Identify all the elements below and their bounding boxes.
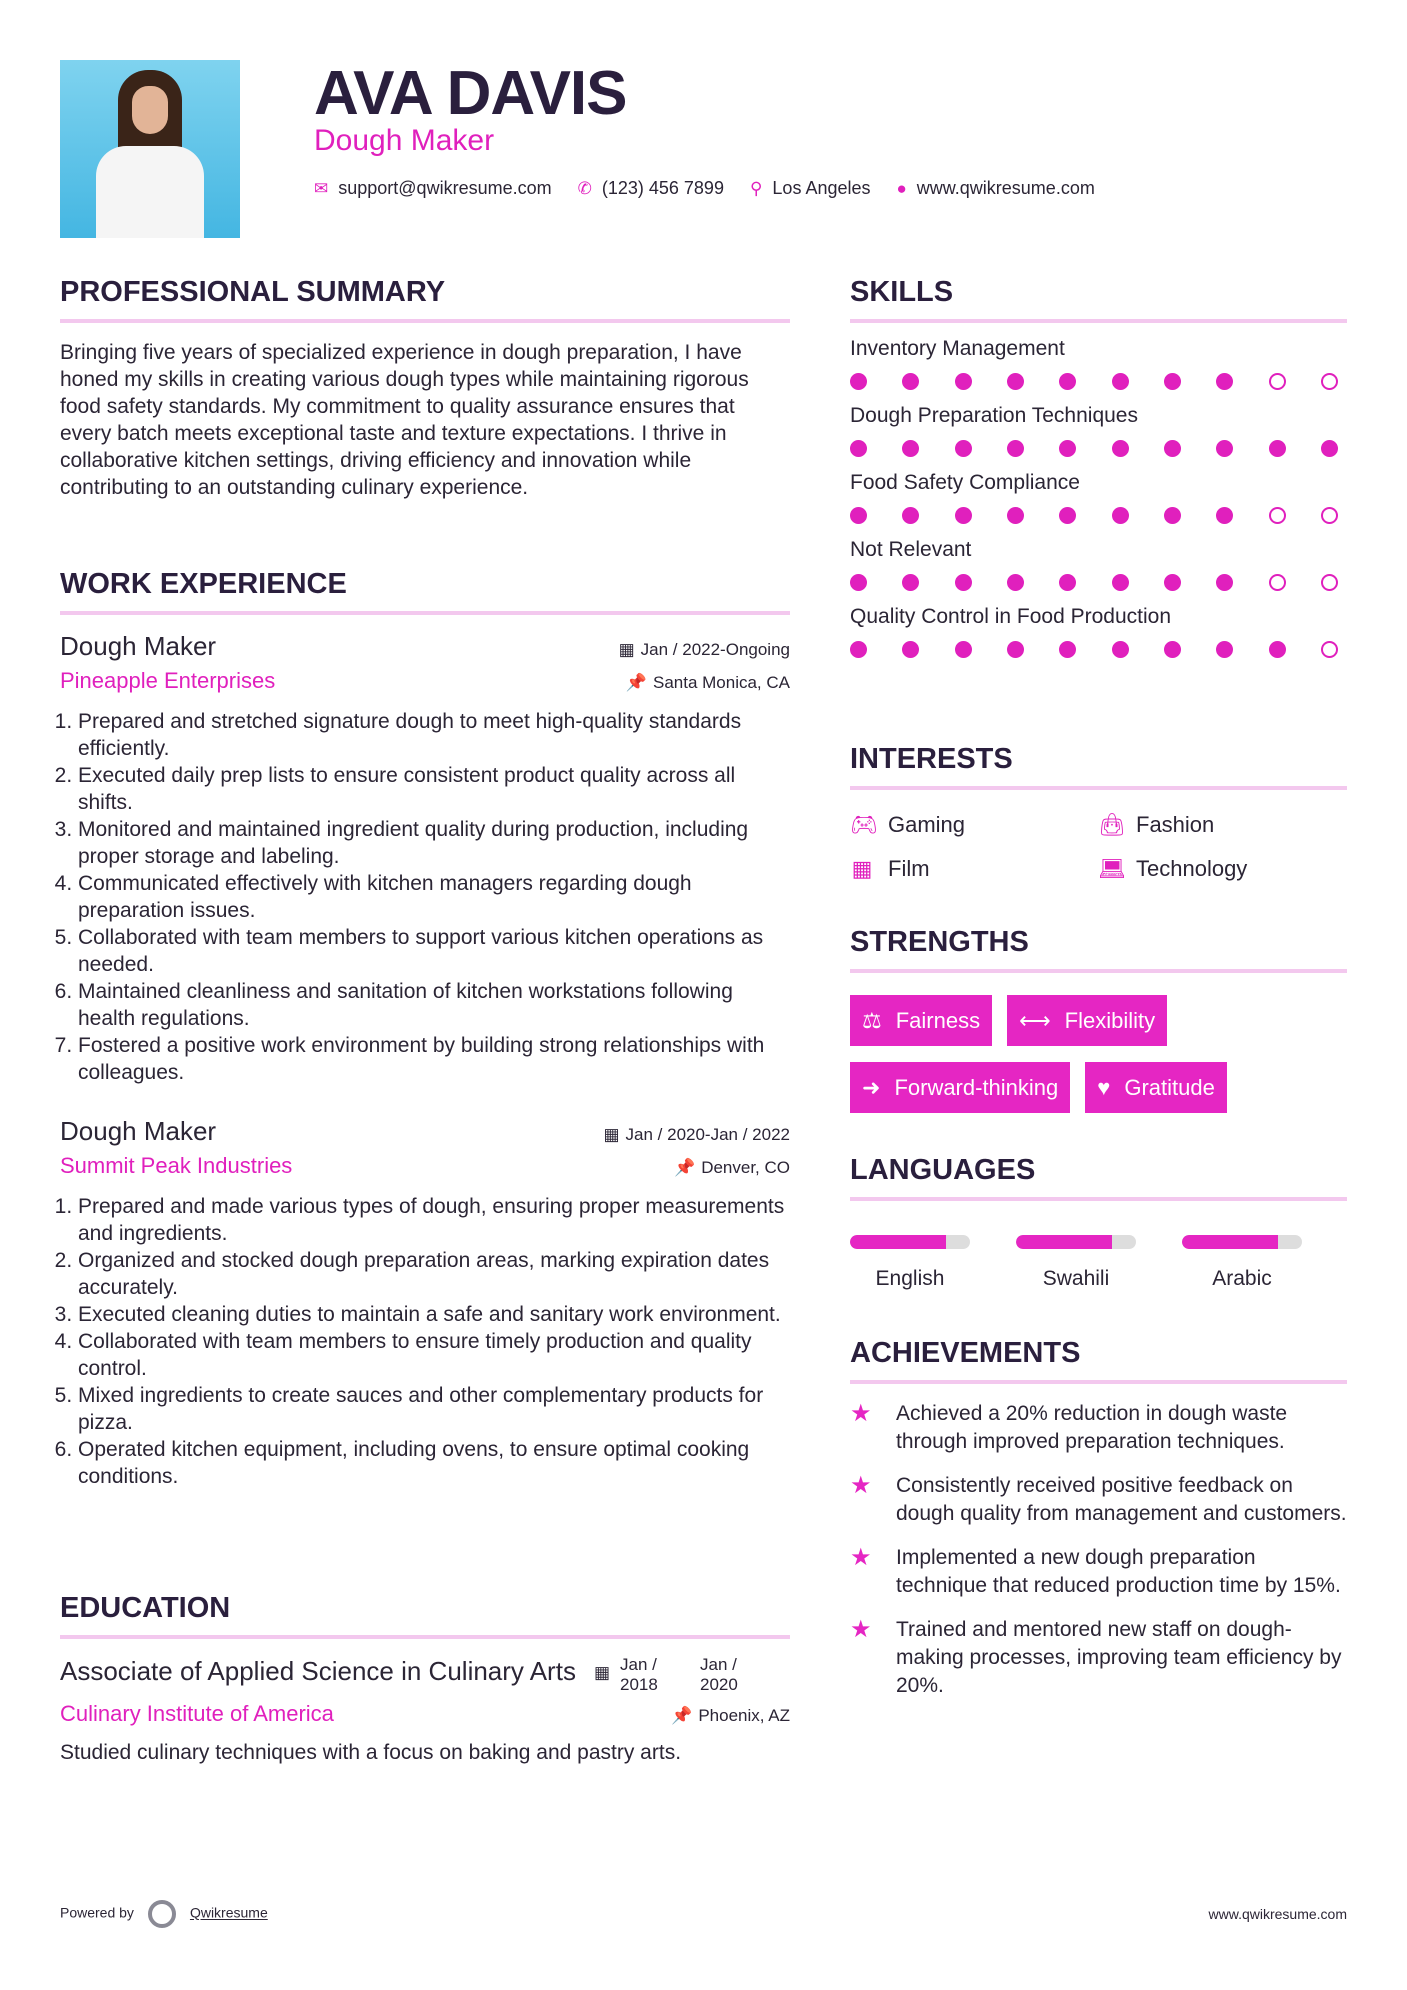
date-text: Jan / 2022-Ongoing	[640, 640, 790, 659]
arrows-horizontal-icon: ⟷	[1019, 1007, 1051, 1033]
rating-dot-filled	[1059, 641, 1076, 658]
work-section	[60, 568, 790, 1490]
section-heading: INTERESTS	[850, 743, 1347, 790]
pin-icon: 📌	[674, 1158, 696, 1177]
school: Culinary Institute of America	[60, 1701, 334, 1726]
rating-dot-filled	[1164, 440, 1181, 457]
email[interactable]: support@qwikresume.com	[338, 178, 552, 198]
rating-dot-filled	[1007, 574, 1024, 591]
skill-name: Inventory Management	[850, 337, 1065, 360]
skill-name: Quality Control in Food Production	[850, 605, 1171, 628]
location-text: Santa Monica, CA	[652, 673, 790, 692]
rating-dot-filled	[1269, 440, 1286, 457]
rating-dot-empty	[1269, 507, 1286, 524]
interest-label: Fashion	[1136, 812, 1215, 837]
powered-by: Powered by	[60, 1904, 134, 1921]
skill-rating	[850, 641, 1338, 658]
bullet-item: 6. Operated kitchen equipment, including ovens, to ensure optimal cooking conditions.	[78, 1436, 790, 1490]
rating-dot-filled	[1164, 373, 1181, 390]
arrow-right-icon: ➜	[862, 1074, 881, 1100]
bullet-item: 2. Executed daily prep lists to ensure consistent product quality across all shifts.	[78, 762, 790, 816]
location: Los Angeles	[772, 178, 871, 198]
achievements-section	[850, 1337, 1347, 1700]
rating-dot-filled	[902, 440, 919, 457]
phone-icon: ✆	[577, 178, 592, 198]
bullet-item: 4. Communicated effectively with kitchen managers regarding dough preparation issues.	[78, 870, 790, 924]
qwikresume-logo-icon	[148, 1900, 176, 1928]
company: Summit Peak Industries	[60, 1153, 293, 1178]
strength-label: Gratitude	[1124, 1074, 1215, 1100]
edu-end: Jan / 2020	[700, 1655, 738, 1694]
rating-dot-filled	[955, 574, 972, 591]
strengths-section	[850, 926, 1347, 1113]
rating-dot-filled	[955, 507, 972, 524]
rating-dot-filled	[955, 641, 972, 658]
rating-dot-filled	[1112, 574, 1129, 591]
strength-badge	[850, 995, 992, 1046]
language-item	[1016, 1235, 1136, 1291]
rating-dot-filled	[1007, 507, 1024, 524]
pin-icon: 📌	[625, 673, 647, 692]
rating-dot-filled	[1216, 574, 1233, 591]
shopping-bag-icon: 👜︎	[1098, 812, 1126, 837]
rating-dot-filled	[1216, 507, 1233, 524]
rating-dot-filled	[1007, 641, 1024, 658]
language-name: Swahili	[1042, 1267, 1110, 1290]
rating-dot-filled	[1216, 373, 1233, 390]
rating-dot-filled	[1112, 641, 1129, 658]
job-bullets	[60, 708, 790, 1086]
interests-section	[850, 743, 1347, 882]
envelope-icon: ✉	[314, 178, 329, 198]
rating-dot-filled	[1216, 641, 1233, 658]
date-text: Jan / 2020-Jan / 2022	[625, 1125, 790, 1144]
job-entry	[60, 631, 790, 1086]
globe-icon: ●	[896, 178, 907, 198]
calendar-icon: ▦	[593, 1663, 610, 1682]
rating-dot-filled	[1007, 373, 1024, 390]
rating-dot-empty	[1321, 574, 1338, 591]
section-heading: LANGUAGES	[850, 1154, 1347, 1201]
candidate-title: Dough Maker	[314, 124, 495, 157]
rating-dot-filled	[1269, 641, 1286, 658]
section-heading: STRENGTHS	[850, 926, 1347, 973]
language-level-bar	[1016, 1235, 1136, 1249]
interest-item	[1098, 812, 1346, 838]
bullet-item: 5. Collaborated with team members to support various kitchen operations as needed.	[78, 924, 790, 978]
job-location	[626, 673, 790, 693]
rating-dot-empty	[1321, 373, 1338, 390]
skill-rating	[850, 440, 1338, 457]
language-level-bar	[1182, 1235, 1302, 1249]
profile-photo	[60, 60, 240, 238]
bullet-item: 5. Mixed ingredients to create sauces and other complementary products for pizza.	[78, 1382, 790, 1436]
strength-label: Flexibility	[1064, 1007, 1156, 1033]
job-date	[603, 1125, 790, 1145]
interest-label: Film	[888, 856, 930, 881]
strength-badge	[1085, 1062, 1227, 1113]
job-entry	[60, 1116, 790, 1490]
edu-start: Jan / 2018	[620, 1655, 658, 1694]
degree: Associate of Applied Science in Culinary Arts	[60, 1656, 576, 1686]
bullet-item: 6. Maintained cleanliness and sanitation of kitchen workstations following health regulations.	[78, 978, 790, 1032]
rating-dot-filled	[1164, 574, 1181, 591]
achievement-text: Achieved a 20% reduction in dough waste through improved preparation techniques.	[896, 1402, 1288, 1453]
rating-dot-empty	[1321, 641, 1338, 658]
rating-dot-filled	[1112, 440, 1129, 457]
rating-dot-filled	[850, 440, 867, 457]
candidate-name: AVA DAVIS	[314, 59, 627, 128]
rating-dot-filled	[902, 507, 919, 524]
rating-dot-filled	[955, 373, 972, 390]
rating-dot-filled	[1164, 641, 1181, 658]
summary-text: Bringing five years of specialized experience in dough preparation, I have honed my skills in creating various dough types while maintaining rigorous food safety standards. My commitment to quality assurance ensures that every batch meets exceptional taste and texture expectations. I thrive in collaborative kitchen settings, driving efficiency and innovation while contributing to an outstanding culinary experience.	[60, 341, 749, 499]
section-heading: EDUCATION	[60, 1592, 790, 1639]
section-heading: WORK EXPERIENCE	[60, 568, 790, 615]
rating-dot-filled	[850, 574, 867, 591]
languages-section	[850, 1154, 1347, 1291]
calendar-icon: ▦	[603, 1125, 620, 1144]
language-name: Arabic	[1212, 1267, 1272, 1290]
rating-dot-filled	[1164, 507, 1181, 524]
brand-link[interactable]: Qwikresume	[189, 1904, 268, 1921]
footer-website[interactable]: www.qwikresume.com	[1208, 1906, 1347, 1922]
job-title: Dough Maker	[60, 631, 217, 661]
summary-section	[60, 276, 790, 501]
language-item	[1182, 1235, 1302, 1291]
achievement-text: Implemented a new dough preparation technique that reduced production time by 15%.	[896, 1546, 1341, 1597]
location-text: Denver, CO	[701, 1158, 790, 1177]
rating-dot-filled	[1007, 440, 1024, 457]
job-header	[60, 1116, 790, 1147]
interest-label: Technology	[1136, 856, 1248, 881]
language-level-fill	[1016, 1235, 1112, 1249]
job-title: Dough Maker	[60, 1116, 217, 1146]
skill-name: Food Safety Compliance	[850, 471, 1080, 494]
section-heading: ACHIEVEMENTS	[850, 1337, 1347, 1384]
rating-dot-filled	[1059, 373, 1076, 390]
rating-dot-filled	[850, 641, 867, 658]
rating-dot-empty	[1269, 373, 1286, 390]
skill-rating	[850, 373, 1338, 390]
star-icon: ★	[850, 1544, 872, 1571]
bullet-item: 3. Executed cleaning duties to maintain a safe and sanitary work environment.	[78, 1301, 790, 1328]
rating-dot-filled	[850, 507, 867, 524]
rating-dot-filled	[902, 641, 919, 658]
skill-name: Dough Preparation Techniques	[850, 404, 1138, 427]
contact-bar	[314, 178, 1111, 199]
achievement-item	[850, 1616, 1347, 1700]
achievement-item	[850, 1472, 1347, 1528]
job-location	[674, 1158, 790, 1178]
interest-label: Gaming	[888, 812, 966, 837]
edu-description: Studied culinary techniques with a focus on baking and pastry arts.	[60, 1741, 682, 1764]
achievement-item	[850, 1544, 1347, 1600]
job-bullets	[60, 1193, 790, 1490]
company: Pineapple Enterprises	[60, 668, 276, 693]
interest-item	[850, 856, 1098, 882]
pin-icon: 📌	[671, 1706, 693, 1725]
skill-rating	[850, 574, 1338, 591]
film-icon: ▦	[851, 856, 873, 881]
skill-name: Not Relevant	[850, 538, 972, 561]
map-pin-icon: ⚲	[749, 178, 763, 198]
achievement-text: Trained and mentored new staff on dough-making processes, improving team efficiency by 20%.	[896, 1618, 1342, 1697]
language-level-bar	[850, 1235, 970, 1249]
strength-badge	[1007, 995, 1167, 1046]
job-subheader	[60, 668, 790, 694]
skill-rating	[850, 507, 1338, 524]
strength-badge	[850, 1062, 1070, 1113]
bullet-item: 4. Collaborated with team members to ensure timely production and quality control.	[78, 1328, 790, 1382]
section-heading: PROFESSIONAL SUMMARY	[60, 276, 790, 323]
website[interactable]: www.qwikresume.com	[916, 178, 1095, 198]
phone: (123) 456 7899	[601, 178, 724, 198]
rating-dot-filled	[1112, 507, 1129, 524]
language-item	[850, 1235, 970, 1291]
laptop-icon: 💻︎	[1098, 856, 1126, 881]
language-level-fill	[850, 1235, 946, 1249]
bullet-item: 2. Organized and stocked dough preparation areas, marking expiration dates accurately.	[78, 1247, 790, 1301]
achievement-item	[850, 1400, 1347, 1456]
heart-icon: ♥	[1097, 1074, 1111, 1100]
calendar-icon: ▦	[618, 640, 635, 659]
star-icon: ★	[850, 1616, 872, 1643]
star-icon: ★	[850, 1472, 872, 1499]
interest-item	[1098, 856, 1346, 882]
job-date	[619, 640, 790, 660]
language-level-fill	[1182, 1235, 1278, 1249]
footer	[60, 1900, 1347, 1928]
bullet-item: 1. Prepared and made various types of dough, ensuring proper measurements and ingredients.	[78, 1193, 790, 1247]
rating-dot-empty	[1269, 574, 1286, 591]
gamepad-icon: 🎮︎	[850, 812, 878, 837]
language-name: English	[875, 1267, 945, 1290]
scale-icon: ⚖	[862, 1007, 882, 1033]
rating-dot-empty	[1321, 507, 1338, 524]
bullet-item: 1. Prepared and stretched signature dough to meet high-quality standards efficiently.	[78, 708, 790, 762]
rating-dot-filled	[1216, 440, 1233, 457]
bullet-item: 3. Monitored and maintained ingredient quality during production, including proper storage and labeling.	[78, 816, 790, 870]
achievement-text: Consistently received positive feedback on dough quality from management and customers.	[896, 1474, 1347, 1525]
strength-label: Fairness	[895, 1007, 981, 1033]
skills-section	[850, 276, 1347, 658]
star-icon: ★	[850, 1400, 872, 1427]
rating-dot-filled	[1059, 507, 1076, 524]
rating-dot-filled	[1321, 440, 1338, 457]
rating-dot-filled	[850, 373, 867, 390]
job-subheader	[60, 1153, 790, 1179]
section-heading: SKILLS	[850, 276, 1347, 323]
strength-label: Forward-thinking	[894, 1074, 1059, 1100]
bullet-item: 7. Fostered a positive work environment by building strong relationships with colleagues.	[78, 1032, 790, 1086]
rating-dot-filled	[1059, 440, 1076, 457]
education-section	[60, 1592, 790, 1766]
rating-dot-filled	[902, 373, 919, 390]
edu-location: Phoenix, AZ	[698, 1706, 790, 1725]
rating-dot-filled	[1059, 574, 1076, 591]
rating-dot-filled	[1112, 373, 1129, 390]
interest-item	[850, 812, 1098, 838]
job-header	[60, 631, 790, 662]
rating-dot-filled	[902, 574, 919, 591]
rating-dot-filled	[955, 440, 972, 457]
